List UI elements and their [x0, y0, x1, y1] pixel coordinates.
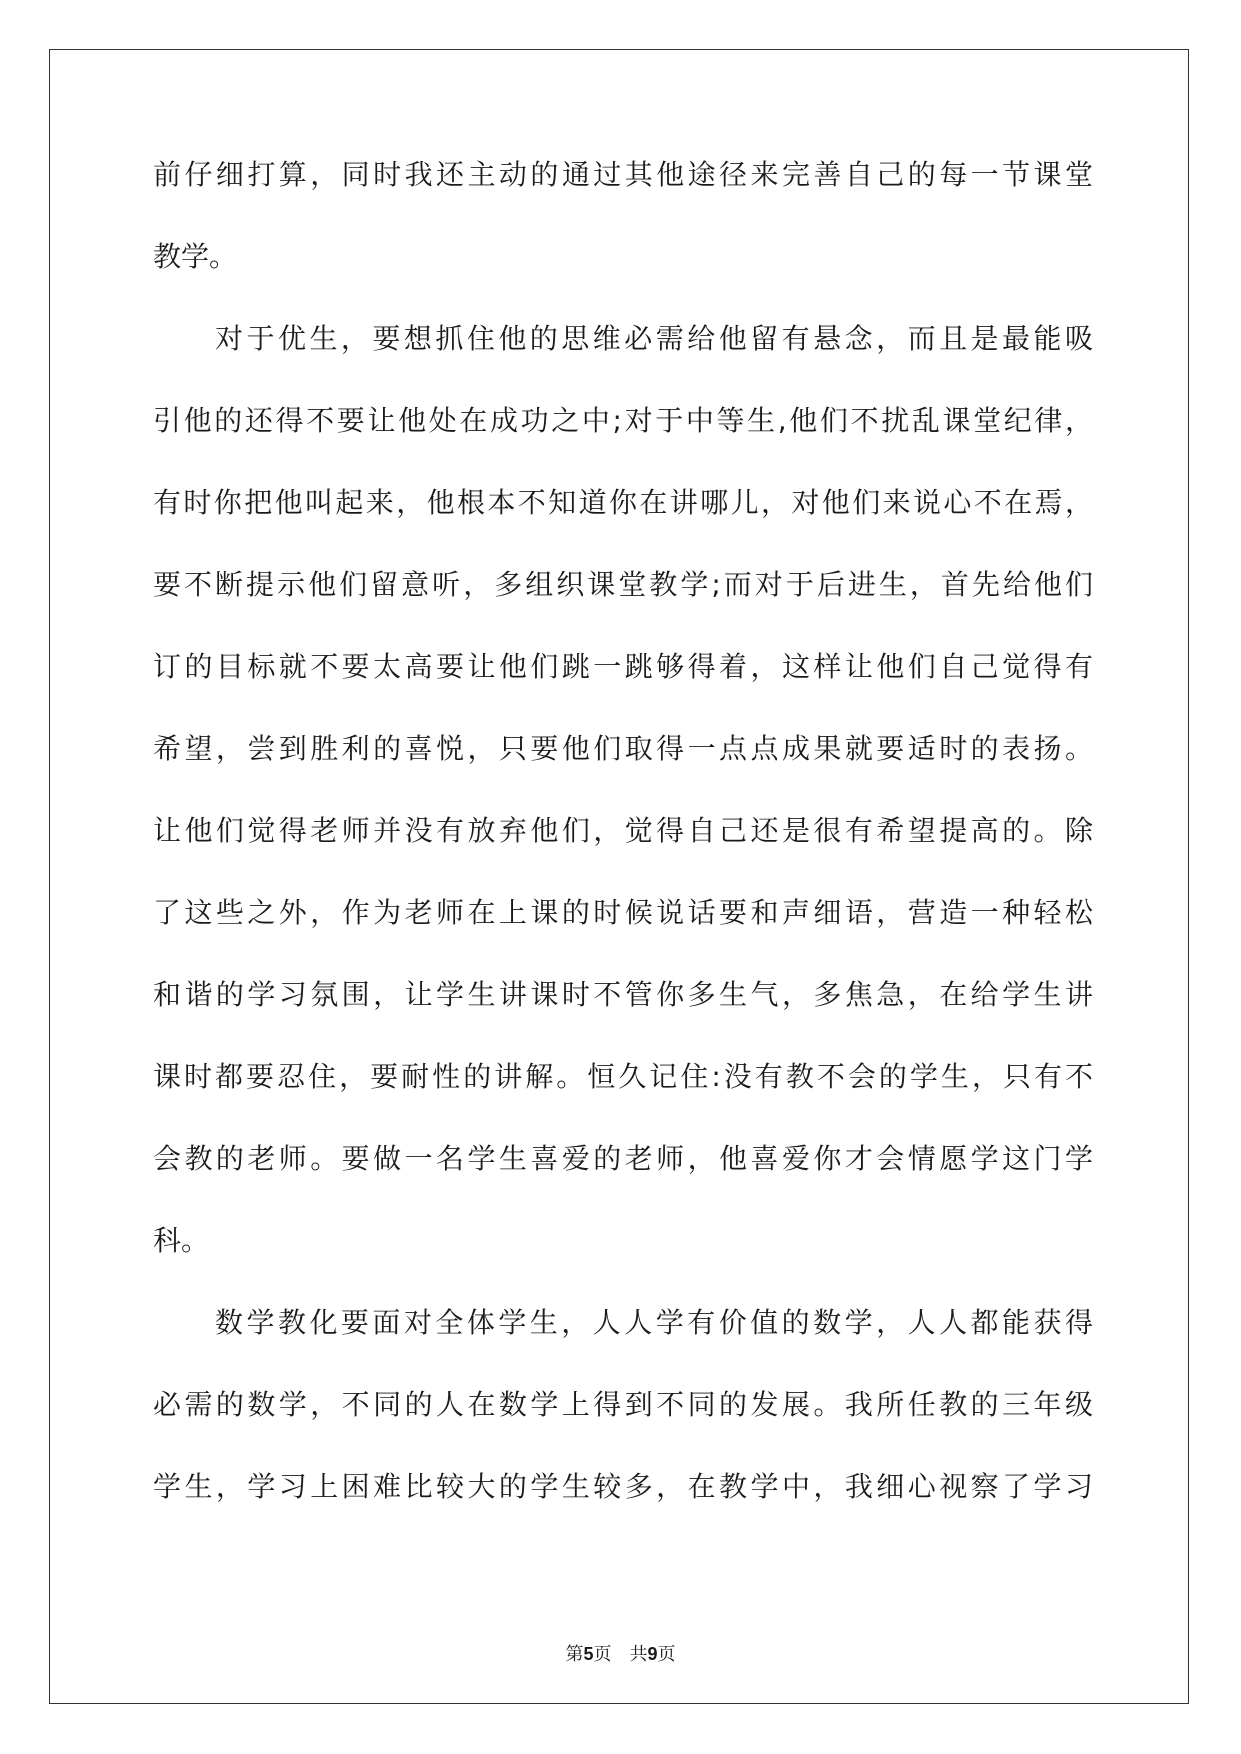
footer-suffix: 页: [657, 1644, 676, 1665]
body-line: 引他的还得不要让他处在成功之中;对于中等生,他们不扰乱课堂纪律，: [153, 404, 1093, 437]
body-line: 让他们觉得老师并没有放弃他们，觉得自己还是很有希望提高的。除: [153, 814, 1093, 847]
body-line: 要不断提示他们留意听，多组织课堂教学;而对于后进生，首先给他们: [153, 568, 1093, 601]
body-line: 希望，尝到胜利的喜悦，只要他们取得一点点成果就要适时的表扬。: [153, 732, 1093, 765]
paragraph-first-line: 数学教化要面对全体学生，人人学有价值的数学，人人都能获得: [215, 1306, 1093, 1339]
total-page-number: 9: [647, 1644, 658, 1664]
body-line: 科。: [153, 1224, 210, 1257]
current-page-number: 5: [583, 1644, 594, 1664]
body-line: 前仔细打算，同时我还主动的通过其他途径来完善自己的每一节课堂: [153, 158, 1093, 191]
body-line: 会教的老师。要做一名学生喜爱的老师，他喜爱你才会情愿学这门学: [153, 1142, 1093, 1175]
body-line: 和谐的学习氛围，让学生讲课时不管你多生气，多焦急，在给学生讲: [153, 978, 1093, 1011]
body-line: 学生，学习上困难比较大的学生较多，在教学中，我细心视察了学习: [153, 1470, 1093, 1503]
body-line: 订的目标就不要太高要让他们跳一跳够得着，这样让他们自己觉得有: [153, 650, 1093, 683]
body-line: 必需的数学，不同的人在数学上得到不同的发展。我所任教的三年级: [153, 1388, 1093, 1421]
page-number-footer: [0, 1640, 1241, 1666]
footer-middle: 页 共: [593, 1644, 648, 1665]
body-line: 有时你把他叫起来，他根本不知道你在讲哪儿，对他们来说心不在焉，: [153, 486, 1093, 519]
body-line: 课时都要忍住，要耐性的讲解。恒久记住:没有教不会的学生，只有不: [153, 1060, 1093, 1093]
footer-prefix: 第: [565, 1644, 584, 1665]
body-line: 了这些之外，作为老师在上课的时候说话要和声细语，营造一种轻松: [153, 896, 1093, 929]
body-line: 教学。: [153, 240, 238, 273]
paragraph-first-line: 对于优生，要想抓住他的思维必需给他留有悬念，而且是最能吸: [215, 322, 1093, 355]
page-border: [49, 49, 1189, 1704]
